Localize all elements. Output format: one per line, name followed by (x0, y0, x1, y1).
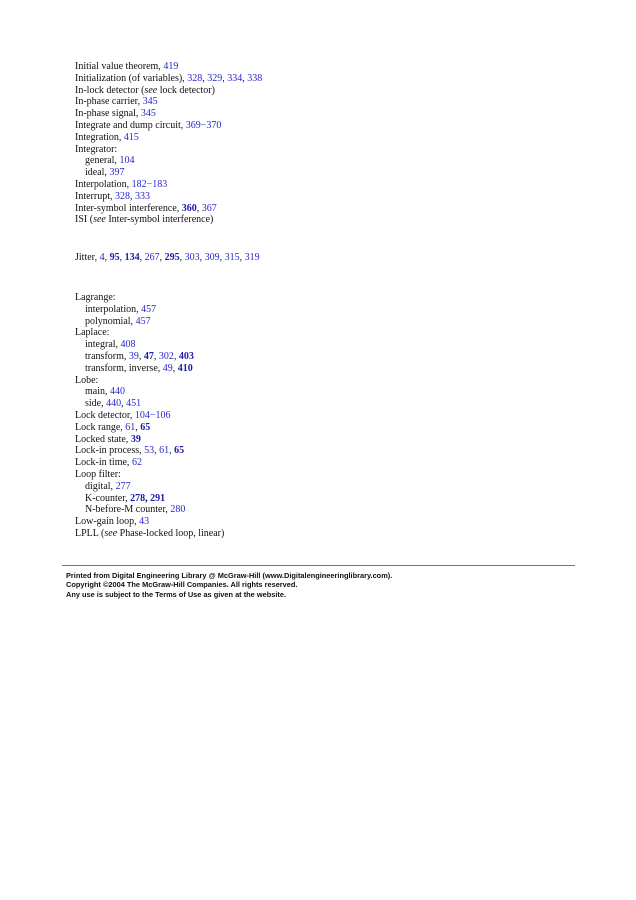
entry-label: Inter-symbol interference) (105, 214, 214, 226)
entry-label: LPLL ( (75, 527, 105, 539)
page-link[interactable]: 104−106 (134, 409, 171, 421)
index-entry (75, 108, 575, 120)
page-link[interactable]: 43 (139, 516, 150, 528)
page-link[interactable]: 329 (207, 72, 223, 84)
entry-label: K-counter, (85, 492, 131, 504)
see-reference: see (104, 527, 118, 539)
page-link[interactable]: 104 (119, 155, 135, 167)
page-link[interactable]: 334 (227, 72, 243, 84)
entry-label: integral, (85, 339, 121, 351)
page-link[interactable]: 419 (163, 61, 179, 72)
index-subentry (75, 304, 575, 316)
footer-line: Any use is subject to the Terms of Use as given at the website. (66, 589, 287, 599)
entry-label: Inter-symbol interference, (75, 202, 182, 214)
page-link[interactable]: 278 (130, 492, 146, 504)
index-entry (75, 144, 575, 156)
entry-label: Jitter, (75, 252, 100, 264)
page-link[interactable]: 39 (130, 433, 141, 445)
entry-label: polynomial, (85, 315, 136, 327)
index-entry: Jitter, 4, 95, 134, 267, 295, 303, 309, 315, 319 (75, 252, 260, 264)
index-subentry: transform, inverse, 49, 410 (85, 362, 193, 374)
index-entry (75, 434, 575, 446)
page-link[interactable]: 451 (126, 398, 142, 410)
index-entry (75, 61, 575, 73)
index-entry (75, 132, 575, 144)
index-subentry (75, 339, 575, 351)
entry-label: N-before-M counter, (85, 504, 171, 516)
index-entry (75, 375, 575, 387)
entry-label: Interrupt, (75, 190, 115, 202)
page-link[interactable]: 182−183 (131, 178, 168, 190)
entry-label: Locked state, (75, 433, 131, 445)
entry-label: transform, (85, 350, 129, 362)
index-subentry: transform, 39, 47, 302, 403 (85, 350, 194, 362)
page-link[interactable]: 457 (141, 303, 157, 315)
entry-label: Interpolation, (75, 178, 132, 190)
entry-label: digital, (85, 480, 116, 492)
page-link[interactable]: 309 (204, 252, 220, 264)
index-entry (75, 457, 575, 469)
page-link[interactable]: 410 (177, 362, 193, 374)
page-link[interactable]: 367 (201, 202, 217, 214)
see-reference: see (93, 214, 106, 226)
index-entry (75, 179, 575, 191)
page-link[interactable]: 53 (144, 445, 155, 457)
footer-divider (62, 565, 575, 566)
index-entry (75, 327, 575, 339)
page-link[interactable]: 333 (135, 190, 150, 202)
page-link[interactable]: 440 (110, 386, 125, 398)
entry-label: In-phase carrier, (75, 96, 143, 108)
index-entry: Initialization (of variables), 328, 329, 334, 338 (75, 72, 263, 84)
page-link[interactable]: 328 (115, 190, 130, 202)
page-link[interactable]: 369−370 (185, 119, 222, 131)
page-link[interactable]: 345 (140, 108, 156, 120)
page-link[interactable]: 65 (140, 421, 151, 433)
page-link[interactable]: 408 (120, 339, 136, 351)
entry-label: In-lock detector ( (75, 84, 145, 96)
page-link[interactable]: 61 (125, 421, 136, 433)
index-entry (75, 85, 575, 97)
entry-label: general, (85, 155, 120, 167)
index-entry (75, 96, 575, 108)
page-link[interactable]: 360 (181, 202, 197, 214)
entry-label: Lock range, (75, 421, 126, 433)
page-link[interactable]: 39 (128, 350, 139, 362)
index-entry (75, 410, 575, 422)
index-entry: Lock range, 61, 65 (75, 421, 151, 433)
page-link[interactable]: 280 (170, 504, 186, 516)
entry-label: ideal, (85, 167, 110, 179)
entry-label: Integrate and dump circuit, (75, 119, 186, 131)
entry-label: Phase-locked loop, linear) (117, 527, 225, 539)
copyright-footer (66, 571, 586, 599)
entry-label: transform, inverse, (85, 362, 163, 374)
page-link[interactable]: 49 (162, 362, 173, 374)
page-link[interactable]: 303 (184, 252, 200, 264)
entry-label: Lock detector, (75, 409, 135, 421)
index-entry (75, 469, 575, 481)
book-index (75, 61, 575, 540)
index-entry: Inter-symbol interference, 360, 367 (75, 202, 217, 214)
page-link[interactable]: 345 (142, 96, 158, 108)
page-link[interactable]: 62 (131, 457, 142, 469)
index-subentry (75, 504, 575, 516)
index-entry (75, 516, 575, 528)
entry-label: Initialization (of variables), (75, 72, 188, 84)
page-link[interactable]: 277 (115, 480, 131, 492)
page-link[interactable]: 415 (123, 131, 139, 143)
entry-label: In-phase signal, (75, 108, 141, 120)
page-link[interactable]: 302 (158, 350, 174, 362)
entry-label: lock detector) (157, 84, 215, 96)
index-subentry (75, 481, 575, 493)
page-link[interactable]: 315 (224, 252, 240, 264)
index-subentry (75, 155, 575, 167)
page-link[interactable]: 338 (247, 72, 263, 84)
see-reference: see (144, 84, 158, 96)
page-link[interactable]: 457 (135, 315, 151, 327)
letter-gap (75, 264, 575, 292)
page-link[interactable]: 65 (174, 445, 185, 457)
index-subentry: K-counter, 278, 291 (85, 492, 166, 504)
entry-label: Lagrange: (75, 291, 116, 303)
entry-label: Loop filter: (75, 468, 121, 480)
page-link[interactable]: 134 (124, 252, 140, 264)
entry-label: interpolation, (85, 303, 142, 315)
index-subentry (75, 167, 575, 179)
footer-line: Printed from Digital Engineering Library @ McGraw-Hill (www.Digitalengineeringlibrary.com). (66, 571, 393, 580)
index-entry (75, 528, 575, 540)
entry-label: Lobe: (75, 374, 99, 386)
footer-line: Copyright ©2004 The McGraw-Hill Companies. All rights reserved. (66, 580, 298, 590)
entry-label: Integration, (75, 131, 124, 143)
entry-label: Lock-in process, (75, 445, 145, 457)
entry-label: ISI ( (75, 214, 94, 226)
entry-label: Initial value theorem, (75, 61, 164, 72)
page-link[interactable]: 61 (159, 445, 170, 457)
page-link[interactable]: 47 (143, 350, 154, 362)
page-link[interactable]: 291 (150, 492, 166, 504)
index-subentry: side, 440, 451 (85, 398, 142, 410)
entry-label: side, (85, 398, 107, 410)
page-link[interactable]: 95 (109, 252, 120, 264)
entry-label: Integrator: (75, 143, 118, 155)
page-link[interactable]: 267 (144, 252, 160, 264)
page-link[interactable]: 295 (164, 252, 180, 264)
index-entry (75, 120, 575, 132)
page-link[interactable]: 328 (187, 72, 203, 84)
page-link[interactable]: 319 (244, 252, 260, 264)
index-entry (75, 214, 575, 226)
letter-gap (75, 226, 575, 252)
index-entry (75, 292, 575, 304)
entry-label: main, (85, 386, 110, 398)
page-link[interactable]: 403 (178, 350, 194, 362)
index-subentry (75, 386, 575, 398)
entry-label: Laplace: (75, 327, 110, 339)
entry-label: Low-gain loop, (75, 516, 140, 528)
page-link[interactable]: 4 (99, 252, 105, 264)
index-entry: Lock-in process, 53, 61, 65 (75, 445, 185, 457)
page-link[interactable]: 440 (106, 398, 122, 410)
index-subentry (75, 316, 575, 328)
page-link[interactable]: 397 (109, 167, 125, 179)
index-entry: Interrupt, 328, 333 (75, 190, 150, 202)
entry-label: Lock-in time, (75, 457, 132, 469)
